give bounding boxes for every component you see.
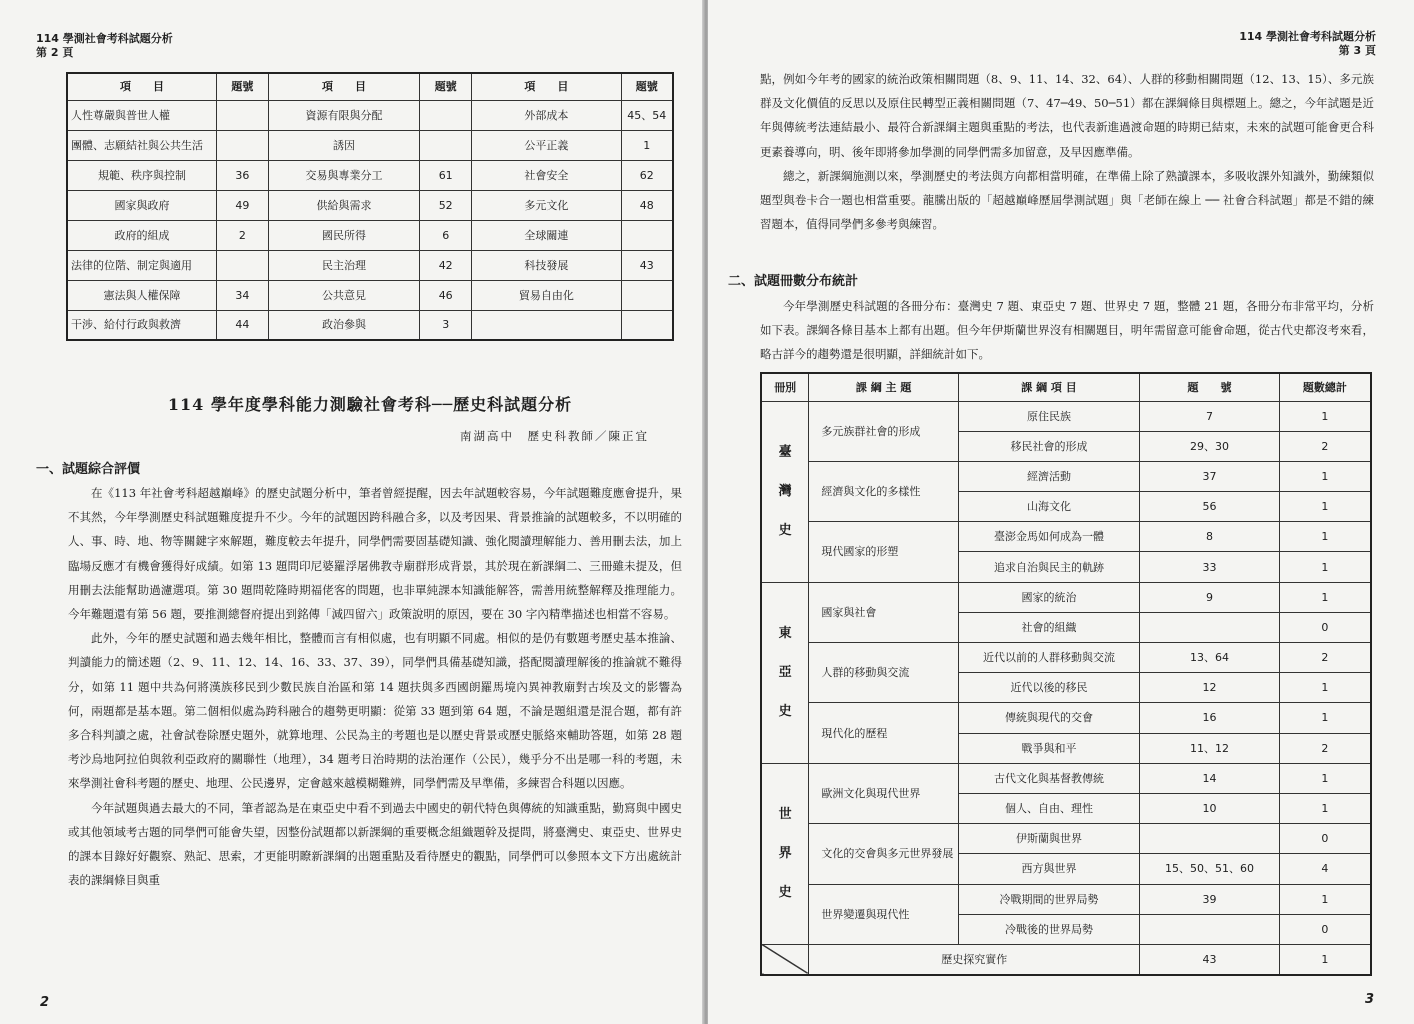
table-row (67, 100, 673, 130)
question-number-cell: 49 (216, 190, 268, 220)
question-numbers-cell: 12 (1140, 673, 1280, 703)
volume-char: 界 (778, 846, 792, 862)
article-author: 南湖高中 歷史科教師／陳正宜 (460, 429, 649, 443)
table-row (761, 643, 1371, 673)
volume-char: 史 (778, 523, 792, 539)
question-number-cell (216, 130, 268, 160)
table-row (761, 703, 1371, 733)
volume-char: 亞 (778, 665, 792, 681)
question-number-cell (420, 130, 472, 160)
total-cell: 1 (1279, 884, 1371, 914)
section-heading-1: 一、試題綜合評價 (36, 462, 141, 477)
topic-cell: 外部成本 (472, 100, 621, 130)
total-cell: 1 (1279, 673, 1371, 703)
table-row (67, 220, 673, 250)
topic-cell: 政府的組成 (67, 220, 216, 250)
theme-cell: 歐洲文化與現代世界 (809, 763, 958, 823)
theme-cell: 現代化的歷程 (809, 703, 958, 763)
table-row (761, 461, 1371, 491)
total-cell: 1 (1279, 401, 1371, 431)
question-number-cell: 45、54 (621, 100, 673, 130)
question-numbers-cell: 13、64 (1140, 643, 1280, 673)
left-body-text (68, 481, 682, 892)
left-page (0, 0, 704, 1024)
paragraph: 今年學測歷史科試題的各冊分布：臺灣史 7 題、東亞史 7 題、世界史 7 題，整體 21 題，各冊分布非常平均，分析如下表。課綱各條目基本上都有出題。但今年伊斯蘭世界沒有相關題目，明年需留意可能會命題，從古代史都沒考來看，略古詳今的趨勢還是很明顯，詳細統計如下。 (760, 299, 1374, 362)
item-cell: 移民社會的形成 (958, 431, 1139, 461)
topic-cell: 團體、志願結社與公共生活 (67, 130, 216, 160)
paragraph: 在《113 年社會考科超越巔峰》的歷史試題分析中，筆者曾經提醒，因去年試題較容易，今年試題難度應會提升，果不其然，今年學測歷史科試題難度提升不少。今年的試題因跨科融合多，以及考因果、背景推論的試題較多，不以明確的人、事、時、地、物等關鍵字來解題，難度較去年提升，同學們需要固基礎知識、強化閱讀理解能力、善用刪去法，加上臨場反應才有機會獲得好成績。如第 13 題問印尼婆羅浮屠佛教寺廟群形成背景，其於現在新課綱二、三冊雖未提及，但用刪去法能幫助過濾選項。第 30 題問乾隆時期福佬客的問題，也非單純課本知識能解答，需善用統整解釋及推理能力。今年難題還有第 56 題，要推測總督府提出到銘傳「減四留六」政策說明的原因，要在 30 字內精準描述也相當不容易。 (68, 486, 682, 622)
right-running-header (1239, 30, 1376, 58)
column-header: 課 綱 項 目 (958, 373, 1139, 401)
total-cell: 1 (1279, 492, 1371, 522)
volume-char: 灣 (778, 484, 792, 500)
theme-cell: 現代國家的形塑 (809, 522, 958, 582)
column-header: 題 號 (1140, 373, 1280, 401)
question-number-cell: 42 (420, 250, 472, 280)
theme-cell: 經濟與文化的多樣性 (809, 461, 958, 521)
question-number-cell (216, 100, 268, 130)
topic-cell: 國民所得 (268, 220, 419, 250)
topic-cell: 資源有限與分配 (268, 100, 419, 130)
item-cell: 戰爭與和平 (958, 733, 1139, 763)
question-numbers-cell: 16 (1140, 703, 1280, 733)
question-number-cell (420, 100, 472, 130)
item-cell: 追求自治與民主的軌跡 (958, 552, 1139, 582)
question-numbers-cell (1140, 612, 1280, 642)
table-header-row (67, 73, 673, 100)
item-cell: 近代以後的移民 (958, 673, 1139, 703)
question-number-cell (621, 310, 673, 340)
item-cell: 西方與世界 (958, 854, 1139, 884)
question-number-cell: 3 (420, 310, 472, 340)
total-cell: 1 (1279, 582, 1371, 612)
table-row (761, 401, 1371, 431)
question-number-cell (621, 220, 673, 250)
question-number-cell: 1 (621, 130, 673, 160)
question-numbers-cell: 14 (1140, 763, 1280, 793)
total-cell: 1 (1279, 552, 1371, 582)
topic-cell: 國家與政府 (67, 190, 216, 220)
table-row (761, 582, 1371, 612)
article-title: 114 學年度學科能力測驗社會考科──歷史科試題分析 (167, 395, 573, 414)
total-cell: 1 (1279, 703, 1371, 733)
volume-cell (761, 763, 809, 944)
paragraph: 點，例如今年考的國家的統治政策相關問題（8、9、11、14、32、64）、人群的移動相關問題（12、13、15）、多元族群及文化價值的反思以及原住民轉型正義相關問題（7、47─49、50─51）都在課綱條目與標題上。總之，今年試題是近年與傳統考法連結最小、最符合新課綱主題與重點的考法，也代表新進過渡命題的時期已結束，未來的試題可能會更合科更素養導向，明、後年即將參加學測的同學們需多加留意，及早因應準備。 (760, 72, 1374, 159)
question-number-cell: 2 (216, 220, 268, 250)
question-number-cell: 48 (621, 190, 673, 220)
question-numbers-cell: 37 (1140, 461, 1280, 491)
table-row (761, 824, 1371, 854)
topic-table (66, 72, 674, 341)
theme-cell: 國家與社會 (809, 582, 958, 642)
item-cell: 原住民族 (958, 401, 1139, 431)
total-cell: 2 (1279, 431, 1371, 461)
table-row (67, 130, 673, 160)
item-cell: 伊斯蘭與世界 (958, 824, 1139, 854)
topic-cell: 干涉、給付行政與救濟 (67, 310, 216, 340)
table-header-row (761, 373, 1371, 401)
paragraph: 此外，今年的歷史試題和過去幾年相比，整體而言有相似處，也有明顯不同處。相似的是仍有數題考歷史基本推論、判讀能力的簡述題（2、9、11、12、14、16、33、37、39），同學們具備基礎知識，搭配閱讀理解後的推論就不難得分，如第 11 題中共為何將漢族移民到少數民族自治區和第 14 題扶與多西國朗羅馬境內異神教廟對古埃及文的影響為何，兩題都是基本題。第二個相似處為跨科融合的趨勢更明顯：從第 33 題到第 64 題，不論是題組還是混合題，都有許多合科判讀之處，社會試卷除歷史題外，就算地理、公民為主的考題也是以歷史背景或歷史脈絡來輔助答題，如第 28 題考沙烏地阿拉伯與敘利亞政府的關聯性（地理），34 題考日治時期的法治運作（公民），幾乎分不出是哪一科的考題，未來學測社會科考題的歷史、地理、公民邊界，定會越來越模糊難辨，同學們需及早準備，多練習合科題以因應。 (68, 631, 682, 791)
item-cell: 古代文化與基督教傳統 (958, 763, 1139, 793)
question-numbers-cell: 29、30 (1140, 431, 1280, 461)
question-numbers-cell (1140, 824, 1280, 854)
topic-cell: 法律的位階、制定與適用 (67, 250, 216, 280)
total-cell: 1 (1279, 763, 1371, 793)
total-cell: 2 (1279, 643, 1371, 673)
question-numbers-cell: 56 (1140, 492, 1280, 522)
table-row (761, 763, 1371, 793)
topic-cell: 科技發展 (472, 250, 621, 280)
column-header: 項 目 (472, 73, 621, 100)
volume-char: 史 (778, 704, 792, 720)
question-numbers-cell: 7 (1140, 401, 1280, 431)
question-number-cell (216, 250, 268, 280)
volume-char: 史 (778, 885, 792, 901)
topic-cell: 規範、秩序與控制 (67, 160, 216, 190)
stat-table (760, 372, 1372, 976)
paragraph: 今年試題與過去最大的不同，筆者認為是在東亞史中看不到過去中國史的朝代特色與傳統的知識重點，勤寫與中國史或其他領域考古題的同學們可能會失望，因整份試題都以新課綱的重要概念組織題幹及提問，將臺灣史、東亞史、世界史的課本目錄好好觀察、熟記、思索，才更能明瞭新課綱的出題重點及看待歷史的觀點，同學們可以參照本文下方出處統計表的課綱條目與重 (68, 800, 682, 888)
column-header: 題號 (216, 73, 268, 100)
table-row (761, 884, 1371, 914)
left-running-header (36, 32, 173, 60)
column-header: 項 目 (268, 73, 419, 100)
item-cell: 冷戰期間的世界局勢 (958, 884, 1139, 914)
question-numbers-cell: 43 (1140, 944, 1280, 974)
total-cell: 4 (1279, 854, 1371, 884)
volume-char: 東 (778, 626, 792, 642)
theme-cell: 文化的交會與多元世界發展 (809, 824, 958, 884)
paragraph: 總之，新課綱施測以來，學測歷史的考法與方向都相當明確，在準備上除了熟讀課本，多吸收課外知識外，勤練類似題型與卷卡合一題也相當重要。龍騰出版的「超越巔峰歷屆學測試題」與「老師在線上 ── 社會合科試題」都是不錯的練習題本，值得同學們多參考與練習。 (760, 168, 1374, 232)
topic-cell: 社會安全 (472, 160, 621, 190)
item-cell: 個人、自由、理性 (958, 793, 1139, 823)
question-numbers-cell: 10 (1140, 793, 1280, 823)
topic-cell (472, 310, 621, 340)
column-header: 冊別 (761, 373, 809, 401)
question-numbers-cell: 11、12 (1140, 733, 1280, 763)
column-header: 題數總計 (1279, 373, 1371, 401)
volume-char: 世 (778, 807, 792, 823)
column-header: 課 綱 主 題 (809, 373, 958, 401)
question-number-cell (621, 280, 673, 310)
total-cell: 1 (1279, 944, 1371, 974)
page-number: 3 (1364, 992, 1374, 1007)
topic-cell: 政治參與 (268, 310, 419, 340)
total-cell: 0 (1279, 612, 1371, 642)
question-numbers-cell: 33 (1140, 552, 1280, 582)
question-numbers-cell: 8 (1140, 522, 1280, 552)
item-cell: 國家的統治 (958, 582, 1139, 612)
left-header-title: 114 學測社會考科試題分析 (36, 32, 173, 45)
question-number-cell: 43 (621, 250, 673, 280)
item-cell: 臺澎金馬如何成為一體 (958, 522, 1139, 552)
topic-cell: 全球關連 (472, 220, 621, 250)
topic-cell: 交易與專業分工 (268, 160, 419, 190)
question-number-cell: 6 (420, 220, 472, 250)
question-number-cell: 36 (216, 160, 268, 190)
topic-cell: 公平正義 (472, 130, 621, 160)
right-header-page: 第 3 頁 (1338, 44, 1376, 57)
table-row (67, 250, 673, 280)
question-number-cell: 44 (216, 310, 268, 340)
theme-cell: 多元族群社會的形成 (809, 401, 958, 461)
theme-cell: 人群的移動與交流 (809, 643, 958, 703)
right-stat-intro (760, 294, 1374, 367)
question-number-cell: 62 (621, 160, 673, 190)
topic-cell: 多元文化 (472, 190, 621, 220)
item-cell: 近代以前的人群移動與交流 (958, 643, 1139, 673)
topic-cell: 貿易自由化 (472, 280, 621, 310)
column-header: 題號 (621, 73, 673, 100)
table-row (67, 160, 673, 190)
topic-cell: 供給與需求 (268, 190, 419, 220)
volume-cell (761, 582, 809, 763)
total-cell: 0 (1279, 824, 1371, 854)
question-number-cell: 34 (216, 280, 268, 310)
item-cell: 山海文化 (958, 492, 1139, 522)
table-row (761, 522, 1371, 552)
volume-char: 臺 (778, 445, 792, 461)
total-cell: 2 (1279, 733, 1371, 763)
theme-cell: 世界變遷與現代性 (809, 884, 958, 944)
table-row (67, 280, 673, 310)
topic-cell: 民主治理 (268, 250, 419, 280)
question-number-cell: 61 (420, 160, 472, 190)
section-heading-2: 二、試題冊數分布統計 (728, 274, 859, 289)
item-cell: 社會的組織 (958, 612, 1139, 642)
left-header-page: 第 2 頁 (36, 46, 74, 59)
total-cell: 1 (1279, 461, 1371, 491)
question-numbers-cell: 39 (1140, 884, 1280, 914)
theme-cell: 歷史探究實作 (809, 944, 1140, 974)
total-cell: 1 (1279, 522, 1371, 552)
item-cell: 冷戰後的世界局勢 (958, 914, 1139, 944)
diagonal-cell (761, 944, 809, 974)
question-numbers-cell (1140, 914, 1280, 944)
table-row (67, 310, 673, 340)
table-row (761, 944, 1371, 974)
question-number-cell: 46 (420, 280, 472, 310)
topic-cell: 公共意見 (268, 280, 419, 310)
column-header: 項 目 (67, 73, 216, 100)
item-cell: 經濟活動 (958, 461, 1139, 491)
topic-cell: 憲法與人權保障 (67, 280, 216, 310)
volume-cell (761, 401, 809, 582)
total-cell: 0 (1279, 914, 1371, 944)
total-cell: 1 (1279, 793, 1371, 823)
right-header-title: 114 學測社會考科試題分析 (1239, 30, 1376, 43)
page-number: 2 (40, 995, 50, 1010)
right-body-text (760, 67, 1374, 236)
item-cell: 傳統與現代的交會 (958, 703, 1139, 733)
table-row (67, 190, 673, 220)
topic-cell: 誘因 (268, 130, 419, 160)
topic-cell: 人性尊嚴與普世人權 (67, 100, 216, 130)
column-header: 題號 (420, 73, 472, 100)
question-numbers-cell: 15、50、51、60 (1140, 854, 1280, 884)
right-page (708, 0, 1414, 1024)
question-numbers-cell: 9 (1140, 582, 1280, 612)
question-number-cell: 52 (420, 190, 472, 220)
